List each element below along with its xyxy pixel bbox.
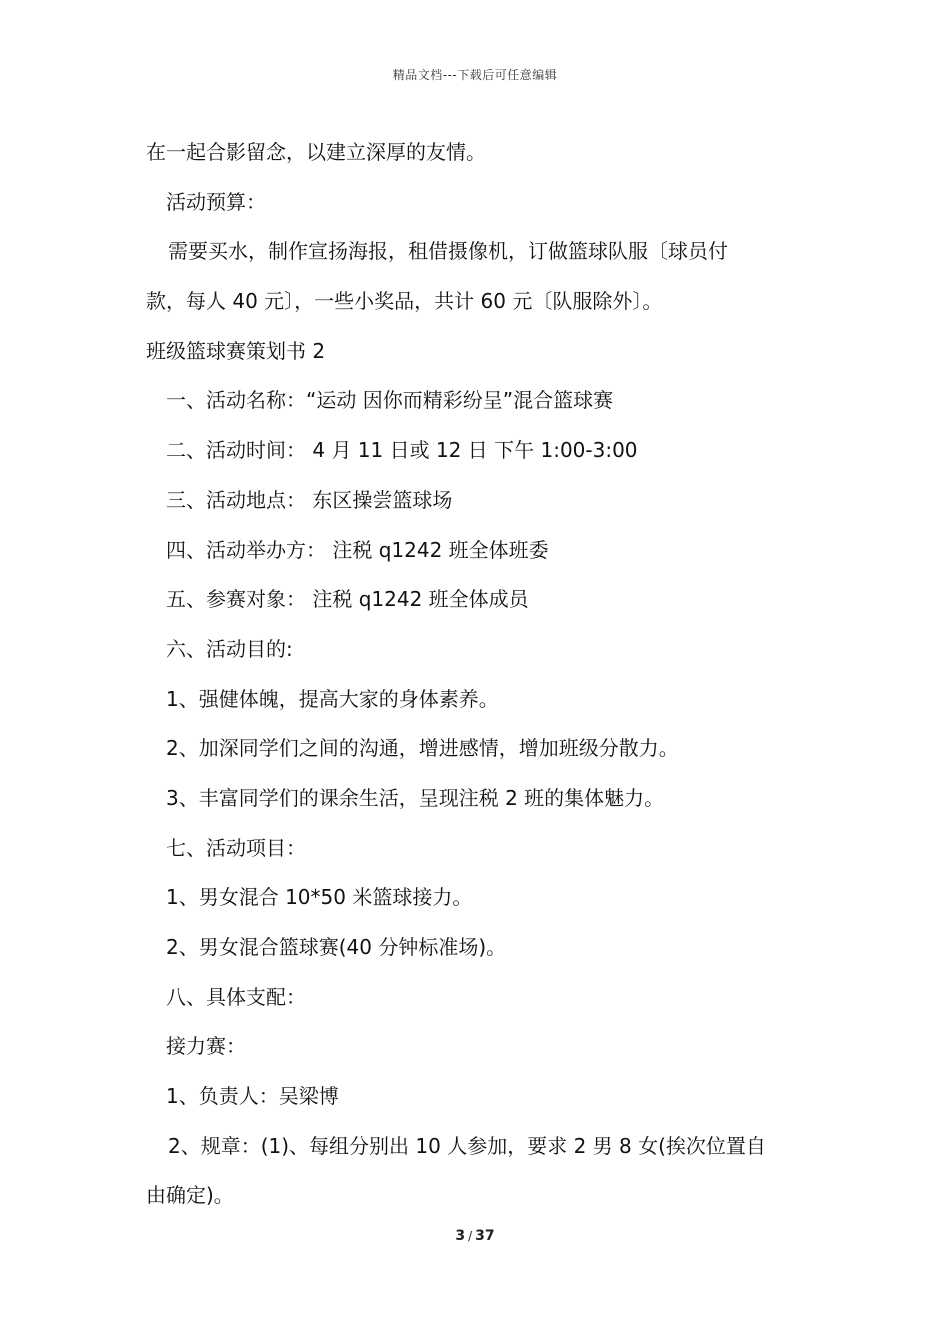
paragraph-line: 1、负责人：吴梁博 [166,1084,339,1109]
paragraph-line: 1、强健体魄，提高大家的身体素养。 [166,686,499,711]
paragraph-line: 三、活动地点： 东区操尝篮球场 [166,487,453,512]
page-current: 3 [455,1228,466,1244]
paragraph-line: 3、丰富同学们的课余生活，呈现注税 2 班的集体魅力。 [166,785,665,810]
paragraph-line: 活动预算： [166,189,266,214]
paragraph-line: 七、活动项目： [166,835,306,860]
paragraph-line: 接力赛： [166,1034,246,1059]
paragraph-line: 1、男女混合 10*50 米篮球接力。 [166,885,473,910]
page-separator: / [468,1229,473,1243]
paragraph-line: 由确定)。 [146,1183,234,1208]
paragraph-line: 八、具体支配： [166,984,306,1009]
document-body [146,128,808,1221]
paragraph-line: 在一起合影留念，以建立深厚的友情。 [146,140,486,164]
paragraph-line: 二、活动时间： 4 月 11 日或 12 日 下午 1:00-3:00 [166,438,638,463]
paragraph-line: 2、加深同学们之间的沟通，增进感情，增加班级分散力。 [166,736,679,761]
paragraph-line: 2、男女混合篮球赛(40 分钟标准场)。 [166,935,507,959]
page-header: 精品文档---下载后可任意编辑 [392,68,558,82]
section-title: 班级篮球赛策划书 2 [146,338,326,363]
page-total: 37 [475,1228,495,1244]
paragraph-line: 六、活动目的: [166,636,293,661]
paragraph-line: 五、参赛对象： 注税 q1242 班全体成员 [166,587,529,612]
paragraph-line: 需要买水，制作宣扬海报，租借摄像机，订做篮球队服〔球员付 [168,239,728,264]
paragraph-line: 款，每人 40 元〕，一些小奖品，共计 60 元〔队服除外〕。 [146,289,663,314]
paragraph-line: 2、规章：(1)、每组分别出 10 人参加，要求 2 男 8 女(挨次位置自 [168,1133,766,1158]
page-number [0,1228,950,1244]
paragraph-line: 一、活动名称：“运动 因你而精彩纷呈”混合篮球赛 [166,388,614,413]
paragraph-line: 四、活动举办方： 注税 q1242 班全体班委 [166,537,549,562]
